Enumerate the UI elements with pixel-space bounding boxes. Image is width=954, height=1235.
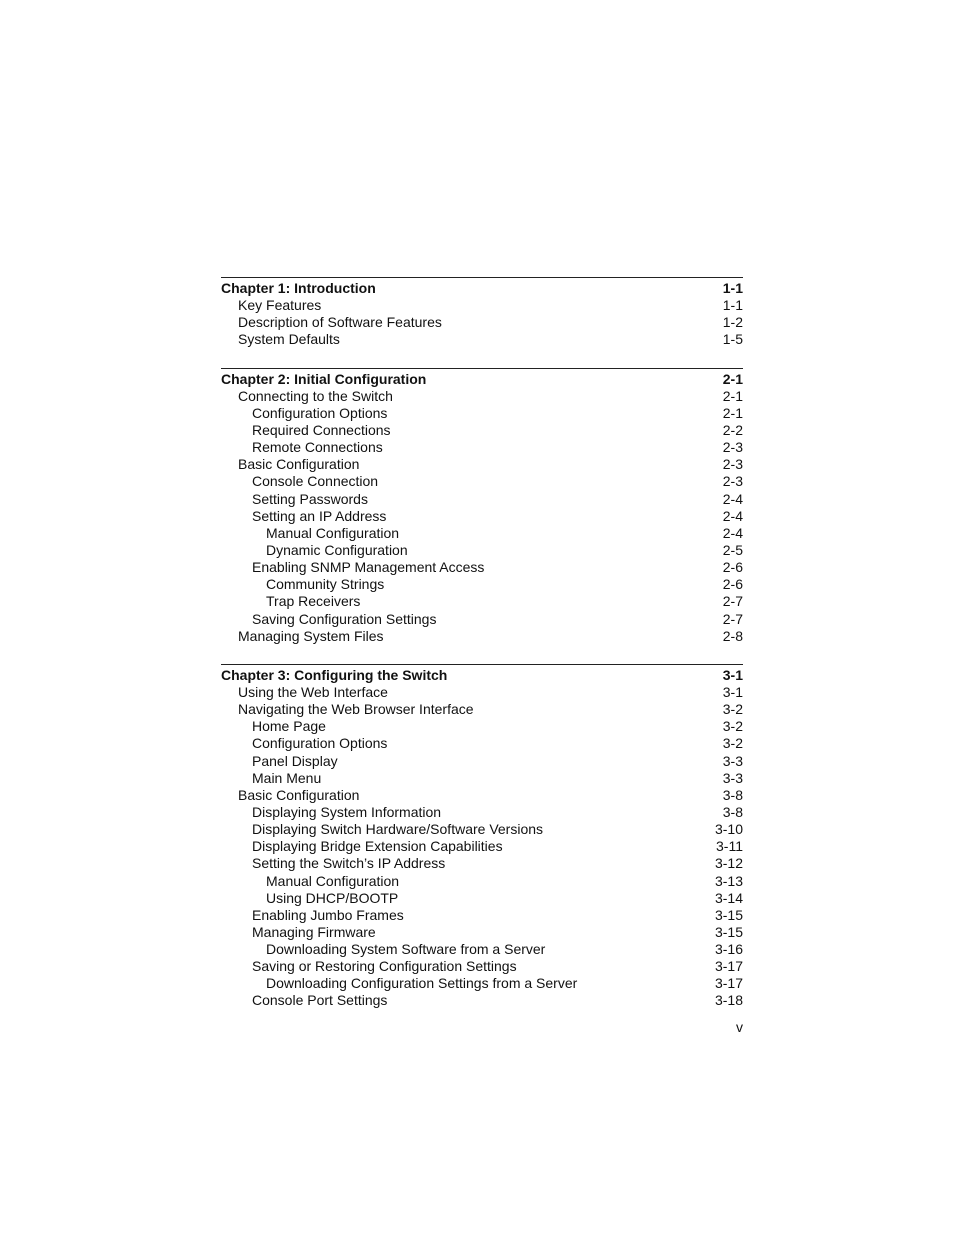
toc-entry-title: Required Connections	[252, 421, 391, 438]
toc-entry-page: 3-2	[722, 718, 743, 735]
toc-chapter-page: 1-1	[722, 280, 743, 296]
toc-entry-title: Description of Software Features	[238, 314, 442, 331]
toc-entry	[221, 628, 743, 645]
toc-entry	[221, 753, 743, 770]
toc-entry-title: Basic Configuration	[238, 786, 360, 803]
toc-entry-title: Configuration Options	[252, 735, 388, 752]
toc-entry-title: Home Page	[252, 718, 326, 735]
toc-entry-page: 3-12	[714, 855, 743, 872]
toc-chapter-heading	[221, 280, 743, 297]
toc-entry	[221, 684, 743, 701]
toc-chapter-page: 3-1	[722, 666, 743, 683]
toc-entry-title: Displaying System Information	[252, 803, 442, 820]
toc-entry-title: Remote Connections	[252, 439, 383, 456]
toc-entry-title: Navigating the Web Browser Interface	[238, 701, 474, 718]
toc-entry-page: 2-3	[722, 439, 743, 456]
toc-entry-title: Configuration Options	[252, 404, 388, 421]
toc-entry-page: 1-1	[722, 297, 743, 314]
toc-entry-page: 3-11	[716, 838, 743, 855]
toc-entry	[221, 735, 743, 752]
toc-entry-title: Downloading Configuration Settings from a Server	[266, 975, 578, 992]
toc-entry-title: Manual Configuration	[266, 524, 400, 541]
toc-entry-page: 3-16	[714, 941, 743, 958]
toc-entry-page: 2-6	[722, 576, 743, 593]
toc-entry-page: 2-6	[722, 559, 743, 576]
toc-entry	[221, 907, 743, 924]
toc-chapter-title: Chapter 1: Introduction	[221, 280, 376, 296]
toc-entry-page: 3-2	[722, 701, 743, 718]
toc-entry-title: Enabling Jumbo Frames	[252, 906, 404, 923]
toc-entry	[221, 611, 743, 628]
toc-entry-page: 1-2	[722, 314, 743, 331]
toc-entry-title: Setting Passwords	[252, 490, 368, 507]
toc-entry	[221, 439, 743, 456]
toc-entry-page: 3-2	[722, 735, 743, 752]
toc-entry-page: 3-15	[714, 906, 743, 923]
toc-entry-page: 2-1	[722, 387, 743, 404]
toc-entry-title: Downloading System Software from a Server	[266, 941, 546, 958]
toc-entry	[221, 821, 743, 838]
toc-entry-title: Setting an IP Address	[252, 507, 387, 524]
toc-entry-title: Panel Display	[252, 752, 338, 769]
toc-entry	[221, 508, 743, 525]
toc-entry-page: 3-15	[714, 923, 743, 940]
toc-entry-title: Using DHCP/BOOTP	[266, 889, 399, 906]
toc-entry	[221, 975, 743, 992]
toc-entry-title: Connecting to the Switch	[238, 387, 393, 404]
toc-entry	[221, 314, 743, 331]
toc-entry-page: 2-4	[722, 490, 743, 507]
toc-entry-title: Saving Configuration Settings	[252, 610, 437, 627]
toc-entry	[221, 473, 743, 490]
toc-entry	[221, 941, 743, 958]
toc-entry-title: Managing System Files	[238, 627, 384, 644]
toc-entry	[221, 838, 743, 855]
toc-chapter-heading	[221, 667, 743, 684]
toc-entry-title: Using the Web Interface	[238, 683, 388, 700]
toc-entry-title: Main Menu	[252, 769, 322, 786]
toc-entry	[221, 770, 743, 787]
toc-entry	[221, 593, 743, 610]
toc-chapter-title: Chapter 3: Configuring the Switch	[221, 666, 448, 683]
toc-entry-title: Dynamic Configuration	[266, 541, 408, 558]
toc-entry-page: 2-3	[722, 473, 743, 490]
toc-entry	[221, 491, 743, 508]
toc-entry-title: Displaying Switch Hardware/Software Versions	[252, 821, 544, 838]
toc-entry-title: Setting the Switch’s IP Address	[252, 855, 446, 872]
toc-chapter-page: 2-1	[722, 370, 743, 387]
toc-chapter-section	[221, 368, 743, 645]
toc-entry-page: 2-8	[722, 627, 743, 644]
toc-entry-page: 3-3	[722, 769, 743, 786]
toc-entry	[221, 456, 743, 473]
toc-entry	[221, 787, 743, 804]
toc-entry	[221, 958, 743, 975]
toc-entry-page: 3-8	[722, 786, 743, 803]
toc-entry-page: 2-7	[722, 610, 743, 627]
toc-entry-title: Manual Configuration	[266, 872, 400, 889]
toc-entry-page: 3-18	[714, 992, 743, 1009]
toc-entry	[221, 701, 743, 718]
toc-entry-page: 3-13	[714, 872, 743, 889]
toc-entry	[221, 855, 743, 872]
toc-entry-page: 2-5	[722, 541, 743, 558]
toc-entry-page: 3-17	[714, 958, 743, 975]
toc-chapter-section	[221, 277, 743, 349]
toc-chapter-heading	[221, 371, 743, 388]
toc-entry-title: Basic Configuration	[238, 456, 360, 473]
toc-entry-page: 2-2	[722, 421, 743, 438]
toc-entry-title: Managing Firmware	[252, 923, 376, 940]
toc-chapter-section	[221, 664, 743, 1010]
toc-entry	[221, 873, 743, 890]
toc-entry-title: Saving or Restoring Configuration Settings	[252, 958, 517, 975]
toc-entry	[221, 992, 743, 1009]
toc-entry-title: Trap Receivers	[266, 593, 361, 610]
toc-entry-page: 2-4	[722, 524, 743, 541]
page-folio: v	[736, 1019, 743, 1035]
toc-entry-title: Console Connection	[252, 473, 379, 490]
toc-entry	[221, 924, 743, 941]
toc-entry	[221, 890, 743, 907]
toc-entry-page: 3-14	[714, 889, 743, 906]
toc-entry	[221, 405, 743, 422]
toc-entry	[221, 388, 743, 405]
toc-entry-title: Console Port Settings	[252, 992, 388, 1009]
toc-entry-page: 3-17	[714, 975, 743, 992]
toc-entry	[221, 718, 743, 735]
toc-entry-title: Enabling SNMP Management Access	[252, 559, 485, 576]
toc-entry-page: 3-10	[714, 821, 743, 838]
toc-entry-title: Displaying Bridge Extension Capabilities	[252, 838, 503, 855]
toc-chapter-title: Chapter 2: Initial Configuration	[221, 370, 427, 387]
toc-entry-page: 3-8	[722, 803, 743, 820]
toc-entry	[221, 331, 743, 348]
toc-entry	[221, 297, 743, 314]
toc-entry-page: 1-5	[722, 331, 743, 348]
toc-entry	[221, 576, 743, 593]
toc-entry	[221, 542, 743, 559]
toc-entry	[221, 804, 743, 821]
toc-entry-page: 2-4	[722, 507, 743, 524]
toc-entry	[221, 422, 743, 439]
toc-entry-title: Key Features	[238, 297, 322, 314]
toc-entry-page: 2-1	[722, 404, 743, 421]
toc-entry	[221, 559, 743, 576]
toc-entry-page: 2-7	[722, 593, 743, 610]
toc-entry-page: 3-3	[722, 752, 743, 769]
table-of-contents	[221, 277, 743, 1029]
toc-entry-page: 3-1	[722, 683, 743, 700]
toc-entry	[221, 525, 743, 542]
toc-entry-title: System Defaults	[238, 331, 340, 348]
toc-entry-title: Community Strings	[266, 576, 385, 593]
toc-entry-page: 2-3	[722, 456, 743, 473]
